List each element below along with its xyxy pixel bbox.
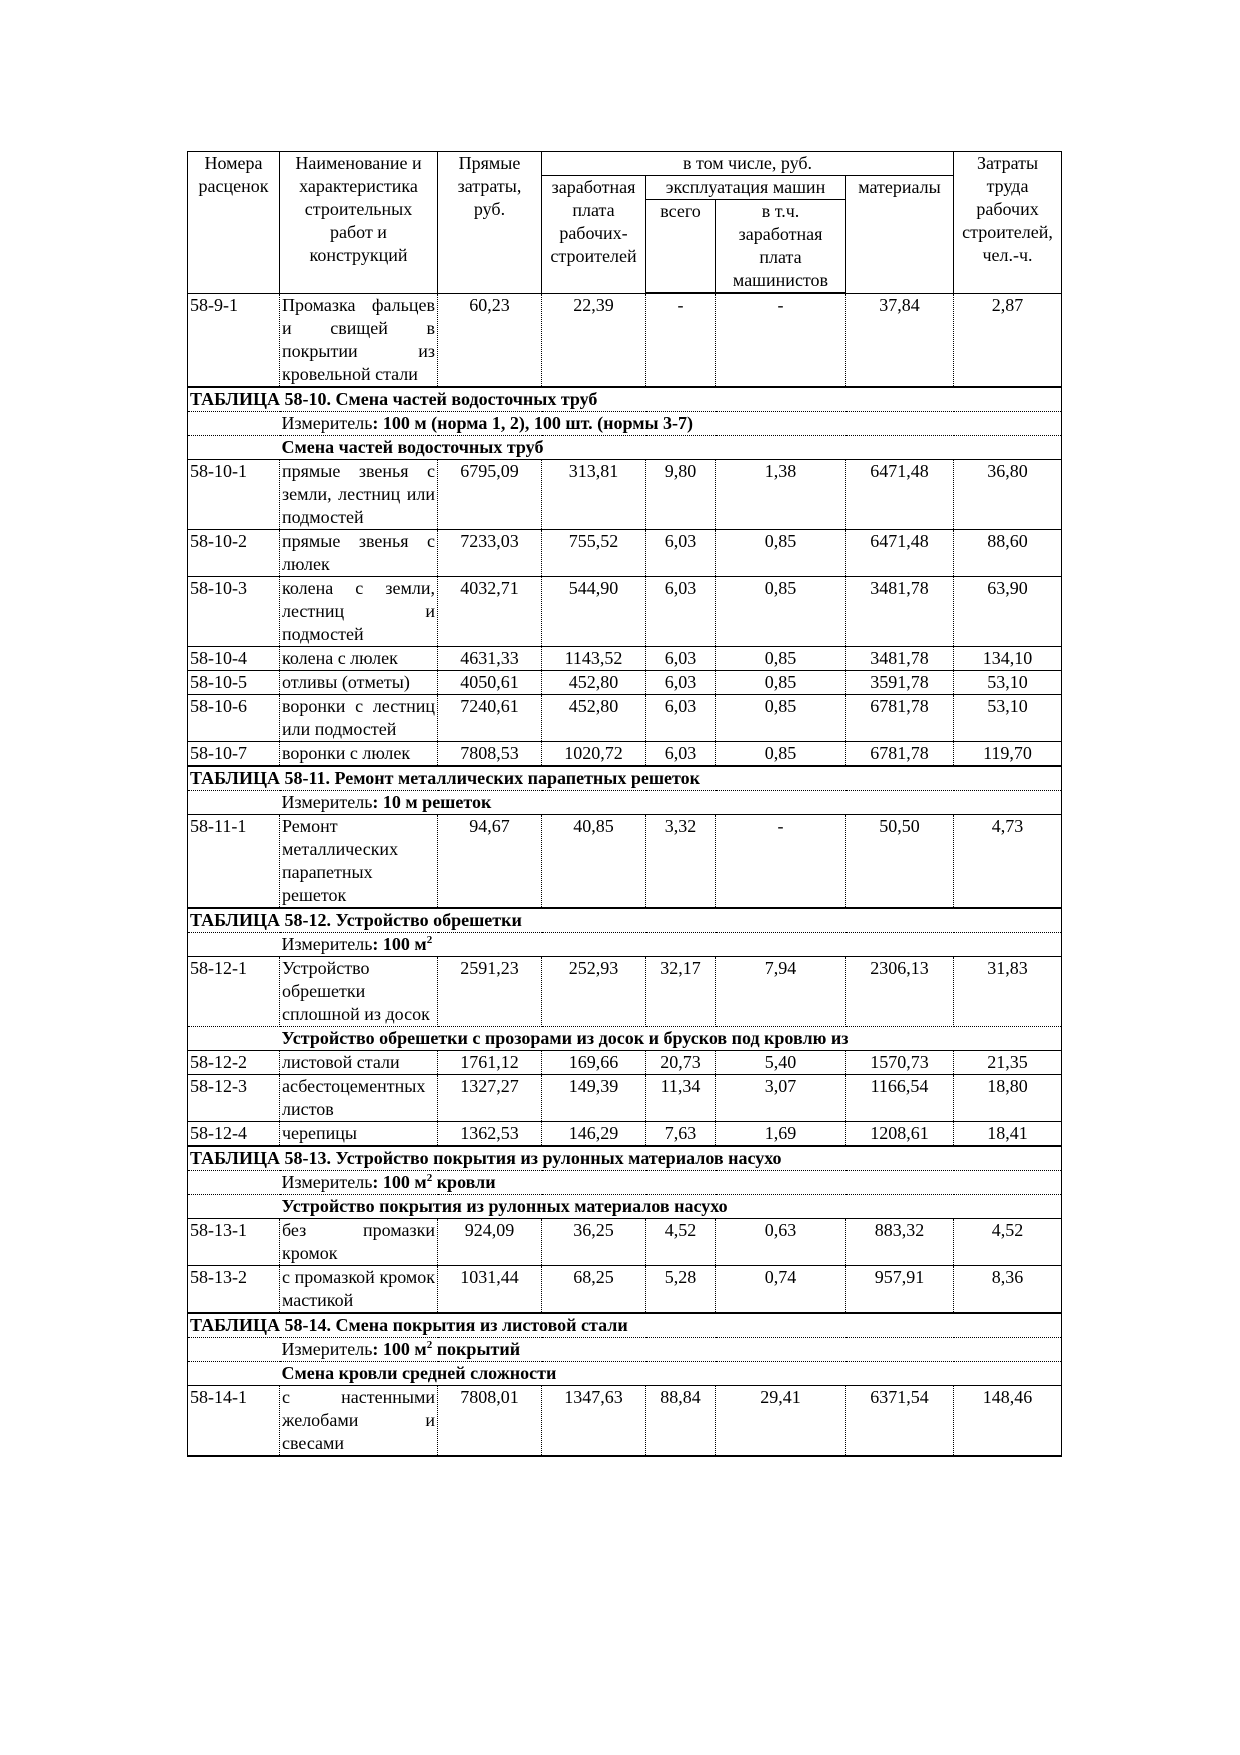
cell-materials: 1208,61 — [846, 1121, 954, 1146]
cell-direct-costs: 4032,71 — [438, 576, 542, 646]
cell-machines-wage: - — [716, 814, 846, 908]
cell-labor-costs: 88,60 — [954, 529, 1062, 576]
table-row — [188, 529, 1062, 576]
cell-materials: 6471,48 — [846, 529, 954, 576]
cell-materials: 3481,78 — [846, 646, 954, 670]
cell-machines-total: 7,63 — [646, 1121, 716, 1146]
table-row — [188, 814, 1062, 908]
table-row — [188, 741, 1062, 766]
table-title-row — [188, 1313, 1062, 1338]
table-row — [188, 1385, 1062, 1456]
cell-work-name: без промазки кромок — [280, 1218, 438, 1265]
cell-materials: 3481,78 — [846, 576, 954, 646]
cell-direct-costs: 7808,53 — [438, 741, 542, 766]
table-row — [188, 1218, 1062, 1265]
table-body — [188, 293, 1062, 1456]
cell-machines-wage: 7,94 — [716, 956, 846, 1026]
unit-label: Измеритель — [281, 1338, 373, 1359]
cell-machines-wage: 0,85 — [716, 741, 846, 766]
cell-labor-costs: 53,10 — [954, 670, 1062, 694]
header-machines-total: всего — [646, 200, 716, 294]
cell-machines-wage: 0,74 — [716, 1265, 846, 1313]
cell-rate-code: 58-10-6 — [188, 694, 280, 741]
table-unit — [280, 932, 1062, 956]
cell-direct-costs: 7233,03 — [438, 529, 542, 576]
header-direct-costs: Прямые затраты, руб. — [438, 152, 542, 294]
cell-machines-total: 6,03 — [646, 670, 716, 694]
cell-machines-wage: 3,07 — [716, 1074, 846, 1121]
cell-machines-wage: 0,85 — [716, 576, 846, 646]
cell-rate-code: 58-12-4 — [188, 1121, 280, 1146]
table-title-row — [188, 908, 1062, 933]
cell-wage: 1020,72 — [542, 741, 646, 766]
table-unit-row — [188, 1170, 1062, 1194]
cell-rate-code: 58-12-1 — [188, 956, 280, 1026]
table-subtitle: Смена кровли средней сложности — [280, 1361, 1062, 1385]
cell-rate-code: 58-10-5 — [188, 670, 280, 694]
unit-label: Измеритель — [281, 933, 373, 954]
unit-value: : 100 м — [372, 1171, 427, 1192]
unit-superscript: 2 — [426, 1338, 433, 1351]
cell-labor-costs: 4,73 — [954, 814, 1062, 908]
cell-machines-total: 32,17 — [646, 956, 716, 1026]
cell-machines-total: 9,80 — [646, 459, 716, 529]
cell-materials: 50,50 — [846, 814, 954, 908]
cell-labor-costs: 18,41 — [954, 1121, 1062, 1146]
table-row — [188, 1121, 1062, 1146]
cell-machines-total: 88,84 — [646, 1385, 716, 1456]
cell-direct-costs: 60,23 — [438, 293, 542, 387]
cell-wage: 146,29 — [542, 1121, 646, 1146]
cell-work-name: колена с люлек — [280, 646, 438, 670]
cell-rate-code: 58-10-1 — [188, 459, 280, 529]
table-subtitle-row — [188, 1026, 1062, 1050]
table-unit-row — [188, 932, 1062, 956]
unit-value: : 100 м — [372, 1338, 427, 1359]
table-unit — [280, 1170, 1062, 1194]
cell-machines-total: 4,52 — [646, 1218, 716, 1265]
cell-rate-code: 58-12-3 — [188, 1074, 280, 1121]
cell-labor-costs: 2,87 — [954, 293, 1062, 387]
cell-rate-code: 58-10-2 — [188, 529, 280, 576]
unit-suffix: кровли — [432, 1171, 496, 1192]
cell-labor-costs: 63,90 — [954, 576, 1062, 646]
cell-work-name: черепицы — [280, 1121, 438, 1146]
cell-machines-total: 6,03 — [646, 694, 716, 741]
price-table-page — [187, 151, 1061, 1457]
cell-wage: 36,25 — [542, 1218, 646, 1265]
cell-machines-total: 6,03 — [646, 576, 716, 646]
cell-machines-total: 6,03 — [646, 529, 716, 576]
table-row — [188, 1050, 1062, 1074]
cell-labor-costs: 148,46 — [954, 1385, 1062, 1456]
table-unit — [280, 790, 1062, 814]
cell-labor-costs: 31,83 — [954, 956, 1062, 1026]
cell-materials: 6781,78 — [846, 694, 954, 741]
cell-materials: 37,84 — [846, 293, 954, 387]
cell-direct-costs: 2591,23 — [438, 956, 542, 1026]
unit-value: : 10 м решеток — [372, 791, 492, 812]
cell-labor-costs: 4,52 — [954, 1218, 1062, 1265]
cell-work-name: воронки с люлек — [280, 741, 438, 766]
cell-machines-total: 5,28 — [646, 1265, 716, 1313]
header-machines: эксплуатация машин — [646, 176, 846, 200]
cell-wage: 544,90 — [542, 576, 646, 646]
cell-direct-costs: 1327,27 — [438, 1074, 542, 1121]
header-wage: заработная плата рабочих-строителей — [542, 176, 646, 294]
cell-direct-costs: 1031,44 — [438, 1265, 542, 1313]
cell-direct-costs: 6795,09 — [438, 459, 542, 529]
cell-work-name: колена с земли, лестниц и подмостей — [280, 576, 438, 646]
cell-materials: 6471,48 — [846, 459, 954, 529]
cell-work-name: воронки с лестниц или подмостей — [280, 694, 438, 741]
cell-machines-total: 11,34 — [646, 1074, 716, 1121]
cell-labor-costs: 134,10 — [954, 646, 1062, 670]
cell-wage: 452,80 — [542, 670, 646, 694]
cell-wage: 1143,52 — [542, 646, 646, 670]
unit-label: Измеритель — [281, 1171, 373, 1192]
table-title: ТАБЛИЦА 58-12. Устройство обрешетки — [188, 908, 1062, 933]
cell-machines-wage: 0,63 — [716, 1218, 846, 1265]
cell-rate-code: 58-13-2 — [188, 1265, 280, 1313]
cell-machines-wage: 29,41 — [716, 1385, 846, 1456]
cell-work-name: с настенными желобами и свесами — [280, 1385, 438, 1456]
table-title: ТАБЛИЦА 58-13. Устройство покрытия из рулонных материалов насухо — [188, 1146, 1062, 1171]
unit-label: Измеритель — [281, 791, 373, 812]
table-title: ТАБЛИЦА 58-11. Ремонт металлических парапетных решеток — [188, 766, 1062, 791]
table-row — [188, 646, 1062, 670]
cell-wage: 68,25 — [542, 1265, 646, 1313]
cell-labor-costs: 21,35 — [954, 1050, 1062, 1074]
cell-work-name: прямые звенья с земли, лестниц или подмостей — [280, 459, 438, 529]
table-unit-row — [188, 1337, 1062, 1361]
cell-machines-wage: 1,38 — [716, 459, 846, 529]
table-title: ТАБЛИЦА 58-10. Смена частей водосточных труб — [188, 387, 1062, 412]
cell-materials: 957,91 — [846, 1265, 954, 1313]
unit-value: : 100 м (норма 1, 2), 100 шт. (нормы 3-7) — [372, 412, 694, 433]
cell-rate-code: 58-11-1 — [188, 814, 280, 908]
unit-label: Измеритель — [281, 412, 373, 433]
table-unit — [280, 1337, 1062, 1361]
cell-direct-costs: 1362,53 — [438, 1121, 542, 1146]
cell-labor-costs: 36,80 — [954, 459, 1062, 529]
cell-machines-wage: 0,85 — [716, 646, 846, 670]
cell-machines-wage: 5,40 — [716, 1050, 846, 1074]
cell-rate-code: 58-14-1 — [188, 1385, 280, 1456]
cell-labor-costs: 119,70 — [954, 741, 1062, 766]
table-subtitle: Устройство обрешетки с прозорами из досок и брусков под кровлю из — [280, 1026, 1062, 1050]
cell-machines-wage: 0,85 — [716, 694, 846, 741]
table-unit — [280, 411, 1062, 435]
cell-rate-code: 58-10-3 — [188, 576, 280, 646]
table-row — [188, 576, 1062, 646]
table-unit-row — [188, 790, 1062, 814]
cell-machines-total: - — [646, 293, 716, 387]
cell-direct-costs: 4631,33 — [438, 646, 542, 670]
cell-wage: 169,66 — [542, 1050, 646, 1074]
cell-labor-costs: 18,80 — [954, 1074, 1062, 1121]
cell-machines-wage: 0,85 — [716, 670, 846, 694]
cell-labor-costs: 8,36 — [954, 1265, 1062, 1313]
unit-suffix: покрытий — [432, 1338, 521, 1359]
cell-machines-wage: - — [716, 293, 846, 387]
table-row — [188, 670, 1062, 694]
cell-materials: 1570,73 — [846, 1050, 954, 1074]
unit-value: : 100 м — [372, 933, 427, 954]
cell-work-name: Ремонт металлических парапетных решеток — [280, 814, 438, 908]
cell-materials: 3591,78 — [846, 670, 954, 694]
table-subtitle-row — [188, 1194, 1062, 1218]
cell-wage: 313,81 — [542, 459, 646, 529]
cell-rate-code: 58-9-1 — [188, 293, 280, 387]
cell-materials: 883,32 — [846, 1218, 954, 1265]
table-subtitle: Смена частей водосточных труб — [280, 435, 1062, 459]
table-row — [188, 293, 1062, 387]
cell-machines-total: 3,32 — [646, 814, 716, 908]
table-subtitle-row — [188, 1361, 1062, 1385]
cell-machines-total: 6,03 — [646, 646, 716, 670]
cell-machines-total: 6,03 — [646, 741, 716, 766]
cell-wage: 1347,63 — [542, 1385, 646, 1456]
cell-machines-total: 20,73 — [646, 1050, 716, 1074]
cell-work-name: с промазкой кромок мастикой — [280, 1265, 438, 1313]
cell-materials: 1166,54 — [846, 1074, 954, 1121]
cell-rate-code: 58-12-2 — [188, 1050, 280, 1074]
table-subtitle-row — [188, 435, 1062, 459]
cell-work-name: листовой стали — [280, 1050, 438, 1074]
cell-machines-wage: 1,69 — [716, 1121, 846, 1146]
cell-materials: 6371,54 — [846, 1385, 954, 1456]
cell-direct-costs: 924,09 — [438, 1218, 542, 1265]
cell-direct-costs: 4050,61 — [438, 670, 542, 694]
header-labor-costs: Затраты труда рабочих строителей, чел.-ч. — [954, 152, 1062, 294]
cell-wage: 452,80 — [542, 694, 646, 741]
cell-direct-costs: 94,67 — [438, 814, 542, 908]
price-table — [187, 151, 1062, 1457]
cell-machines-wage: 0,85 — [716, 529, 846, 576]
unit-superscript: 2 — [426, 933, 433, 946]
cell-work-name: Устройство обрешетки сплошной из досок — [280, 956, 438, 1026]
cell-work-name: асбестоцементных листов — [280, 1074, 438, 1121]
cell-work-name: отливы (отметы) — [280, 670, 438, 694]
table-unit-row — [188, 411, 1062, 435]
cell-direct-costs: 7808,01 — [438, 1385, 542, 1456]
cell-wage: 252,93 — [542, 956, 646, 1026]
cell-wage: 149,39 — [542, 1074, 646, 1121]
table-title: ТАБЛИЦА 58-14. Смена покрытия из листовой стали — [188, 1313, 1062, 1338]
table-title-row — [188, 387, 1062, 412]
table-row — [188, 1265, 1062, 1313]
cell-rate-code: 58-10-4 — [188, 646, 280, 670]
table-row — [188, 1074, 1062, 1121]
cell-work-name: Промазка фальцев и свищей в покрытии из кровельной стали — [280, 293, 438, 387]
cell-materials: 6781,78 — [846, 741, 954, 766]
cell-wage: 755,52 — [542, 529, 646, 576]
table-subtitle: Устройство покрытия из рулонных материалов насухо — [280, 1194, 1062, 1218]
header-code: Номера расценок — [188, 152, 280, 294]
cell-rate-code: 58-13-1 — [188, 1218, 280, 1265]
table-row — [188, 956, 1062, 1026]
cell-labor-costs: 53,10 — [954, 694, 1062, 741]
header-including: в том числе, руб. — [542, 152, 954, 176]
cell-rate-code: 58-10-7 — [188, 741, 280, 766]
table-row — [188, 459, 1062, 529]
cell-wage: 22,39 — [542, 293, 646, 387]
table-title-row — [188, 1146, 1062, 1171]
cell-direct-costs: 7240,61 — [438, 694, 542, 741]
cell-materials: 2306,13 — [846, 956, 954, 1026]
header-materials: материалы — [846, 176, 954, 294]
unit-superscript: 2 — [426, 1171, 433, 1184]
header-machines-wage: в т.ч. заработная плата машинистов — [716, 200, 846, 294]
table-row — [188, 694, 1062, 741]
cell-direct-costs: 1761,12 — [438, 1050, 542, 1074]
cell-work-name: прямые звенья с люлек — [280, 529, 438, 576]
header-name: Наименование и характеристика строительных работ и конструкций — [280, 152, 438, 294]
table-title-row — [188, 766, 1062, 791]
cell-wage: 40,85 — [542, 814, 646, 908]
